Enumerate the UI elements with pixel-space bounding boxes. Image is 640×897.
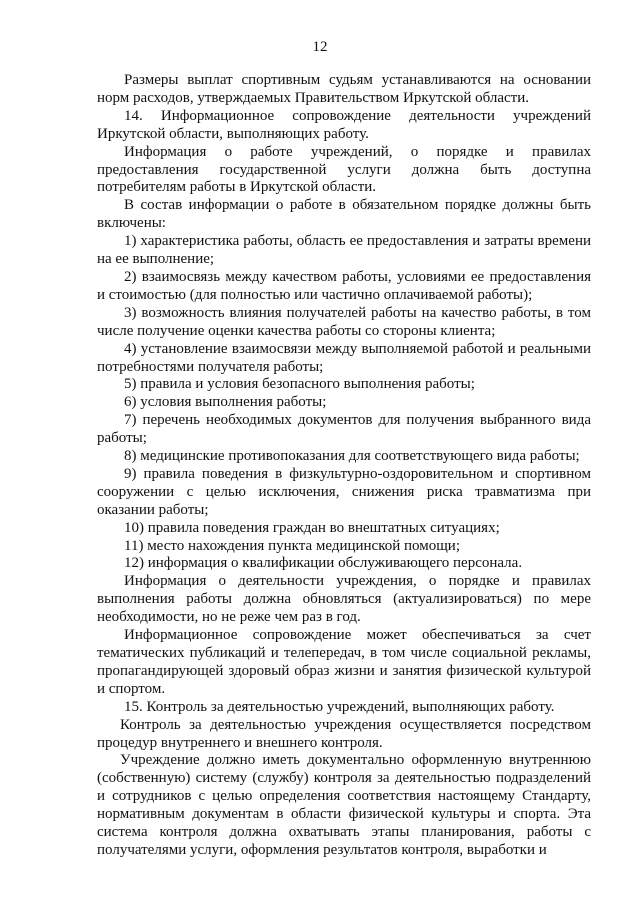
paragraph-info-availability: Информация о работе учреждений, о порядке и правилах предоставления государственной услуги должна быть доступна потребителям работы в Иркутской области.	[97, 143, 591, 196]
list-item-12: 12) информация о квалификации обслуживающего персонала.	[124, 555, 523, 572]
list-item-1: 1) характеристика работы, область ее предоставления и затраты времени на ее выполнение;	[97, 233, 591, 268]
paragraph-judges-payments: Размеры выплат спортивным судьям устанавливаются на основании норм расходов, утверждаемых Правительством Иркутской области.	[97, 72, 591, 106]
list-item-6: 6) условия выполнения работы;	[124, 394, 327, 411]
list-item-10: 10) правила поведения граждан во внештатных ситуациях;	[124, 519, 500, 536]
list-item-3: 3) возможность влияния получателей работы на качество работы, в том числе получение оценки качества работы со стороны клиента;	[97, 304, 591, 339]
paragraph-info-update: Информация о деятельности учреждения, о порядке и правилах выполнения работы должна обновляться (актуализироваться) по мере необходимости, но не реже чем раз в год.	[97, 573, 591, 626]
paragraph-control-procedures: Контроль за деятельностью учреждения осуществляется посредством процедур внутреннего и внешнего контроля.	[97, 716, 591, 751]
paragraph-info-composition: В состав информации о работе в обязательном порядке должны быть включены:	[97, 197, 591, 232]
paragraph-info-support: Информационное сопровождение может обеспечиваться за счет тематических публикаций и телепередач, в том числе социальной рекламы, пропагандирующей здоровый образ жизни и занятия физической культурой и спортом.	[97, 627, 591, 697]
section-15-heading: 15. Контроль за деятельностью учреждений, выполняющих работу.	[124, 698, 555, 715]
list-item-7: 7) перечень необходимых документов для получения выбранного вида работы;	[97, 412, 591, 447]
list-item-9: 9) правила поведения в физкультурно-оздоровительном и спортивном сооружении с целью исключения, снижения риска травматизма при оказании работы;	[97, 465, 591, 518]
page-number: 12	[312, 39, 328, 55]
list-item-4: 4) установление взаимосвязи между выполняемой работой и реальными потребностями получателя работы;	[97, 340, 591, 375]
list-item-8: 8) медицинские противопоказания для соответствующего вида работы;	[124, 448, 580, 465]
section-14-heading: 14. Информационное сопровождение деятельности учреждений Иркутской области, выполняющих работу.	[97, 107, 591, 142]
list-item-2: 2) взаимосвязь между качеством работы, условиями ее предоставления и стоимостью (для полностью или частично оплачиваемой работы);	[97, 268, 591, 303]
list-item-5: 5) правила и условия безопасного выполнения работы;	[124, 376, 475, 393]
document-body	[97, 72, 591, 860]
paragraph-internal-control: Учреждение должно иметь документально оформленную внутреннюю (собственную) систему (службу) контроля за деятельностью подразделений и сотрудников с целью определения соответствия настоящему Стандарту, нормативным документам в области физической культуры и спорта. Эта система контроля должна охватывать этапы планирования, работы с получателями услуги, оформления результатов контроля, выработки и	[97, 752, 591, 858]
list-item-11: 11) место нахождения пункта медицинской помощи;	[124, 537, 460, 554]
